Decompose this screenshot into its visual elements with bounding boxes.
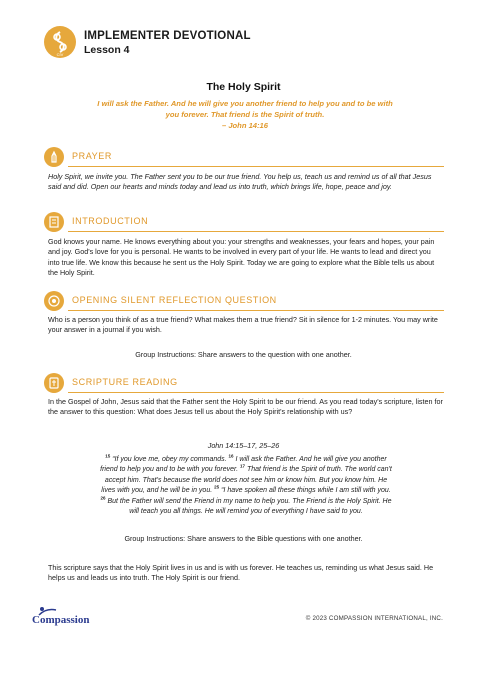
key-verse-ref: – John 14:16 [221, 121, 268, 130]
section-label: SCRIPTURE READING [72, 377, 178, 387]
verse-number: 25 [214, 484, 220, 490]
verse-text: That friend is the Spirit of truth. The world can't accept him. That's because the world does not see him or know him. But you know him. He lives with you, and he will be in you. [101, 466, 392, 495]
reflection-group-instructions: Group Instructions: Share answers to the question with one another. [135, 350, 352, 359]
section-label: INTRODUCTION [72, 216, 149, 226]
copyright-notice: © 2023 COMPASSION INTERNATIONAL, INC. [305, 615, 443, 622]
section-label: OPENING SILENT REFLECTION QUESTION [72, 295, 277, 305]
page-title: The Holy Spirit [206, 81, 281, 93]
key-verse-text: I will ask the Father. And he will give you another friend to help you and to be with you forever. That friend is the Spirit of truth. [97, 99, 393, 119]
section-header-introduction [44, 213, 444, 233]
section-divider [68, 310, 444, 311]
prayer-text: Holy Spirit, we invite you. The Father sent you to be our true friend. You help us, teach us and remind us of all that Jesus said and did. Open our hearts and minds today and lead us into truth, which brings life, hope, peace and joy. [48, 172, 432, 192]
verse-number: 26 [100, 495, 106, 501]
verse-text: “I have spoken all these things while I am still with you. [221, 487, 391, 495]
scripture-reference: John 14:15–17, 25–26 [207, 441, 280, 450]
book-icon [44, 212, 64, 232]
svg-text:CIV: CIV [56, 52, 64, 57]
verse-number: 15 [105, 453, 111, 459]
section-divider [68, 166, 444, 167]
section-header-prayer [44, 148, 444, 168]
section-label: PRAYER [72, 151, 112, 161]
section-divider [68, 231, 444, 232]
verse-number: 16 [228, 453, 234, 459]
compassion-logo [32, 606, 132, 628]
scripture-intro: In the Gospel of John, Jesus said that the Father sent the Holy Spirit to be our friend. As you read today's scripture, listen for the answer to this question: What does Jesus tell us about the Holy Spirit's relationship with us? [48, 397, 443, 417]
reflection-text: Who is a person you think of as a true friend? What makes them a true friend? Sit in silence for 1-2 minutes. You may write your answer in a journal if you wish. [48, 315, 438, 335]
verse-number: 17 [239, 464, 245, 470]
compassion-wordmark: Compassion [32, 614, 90, 626]
praying-hands-icon [44, 147, 64, 167]
section-header-scripture [44, 374, 444, 394]
lesson-number: Lesson 4 [84, 44, 130, 56]
scripture-closing: This scripture says that the Holy Spirit lives in us and is with us forever. He teaches us, reminding us what Jesus said. He helps us and leads us into truth. The Holy Spirit is our friend. [48, 563, 434, 583]
document-series-title: IMPLEMENTER DEVOTIONAL [84, 30, 251, 42]
introduction-text: God knows your name. He knows everything about you: your strengths and weaknesses, your fears and hopes, your pain and joy. God's love for you is personal. He wants to be involved in every part of your life. He wants to lead and direct you into true life. We know this because he sent us the Holy Spirit. Today we are going to explore what the Bible tells us about the Holy Spirit. [48, 237, 435, 278]
verse-text: But the Father will send the Friend in my name to help you. The Friend is the Holy Spirit. He will teach you all things. He will remind you of everything I have said to you. [107, 497, 392, 516]
section-header-reflection [44, 292, 444, 312]
verse-text: “If you love me, obey my commands. [112, 456, 227, 463]
bible-icon [44, 373, 64, 393]
scripture-group-instructions: Group Instructions: Share answers to the Bible questions with one another. [124, 534, 363, 543]
section-divider [68, 392, 444, 393]
reflection-icon [44, 291, 64, 311]
verse-text: I will ask the Father. And he will give you another friend to help you and to be with you forever. [100, 456, 387, 474]
implementer-logo-icon [44, 26, 76, 58]
key-verse [90, 98, 400, 131]
scripture-passage [98, 455, 394, 517]
